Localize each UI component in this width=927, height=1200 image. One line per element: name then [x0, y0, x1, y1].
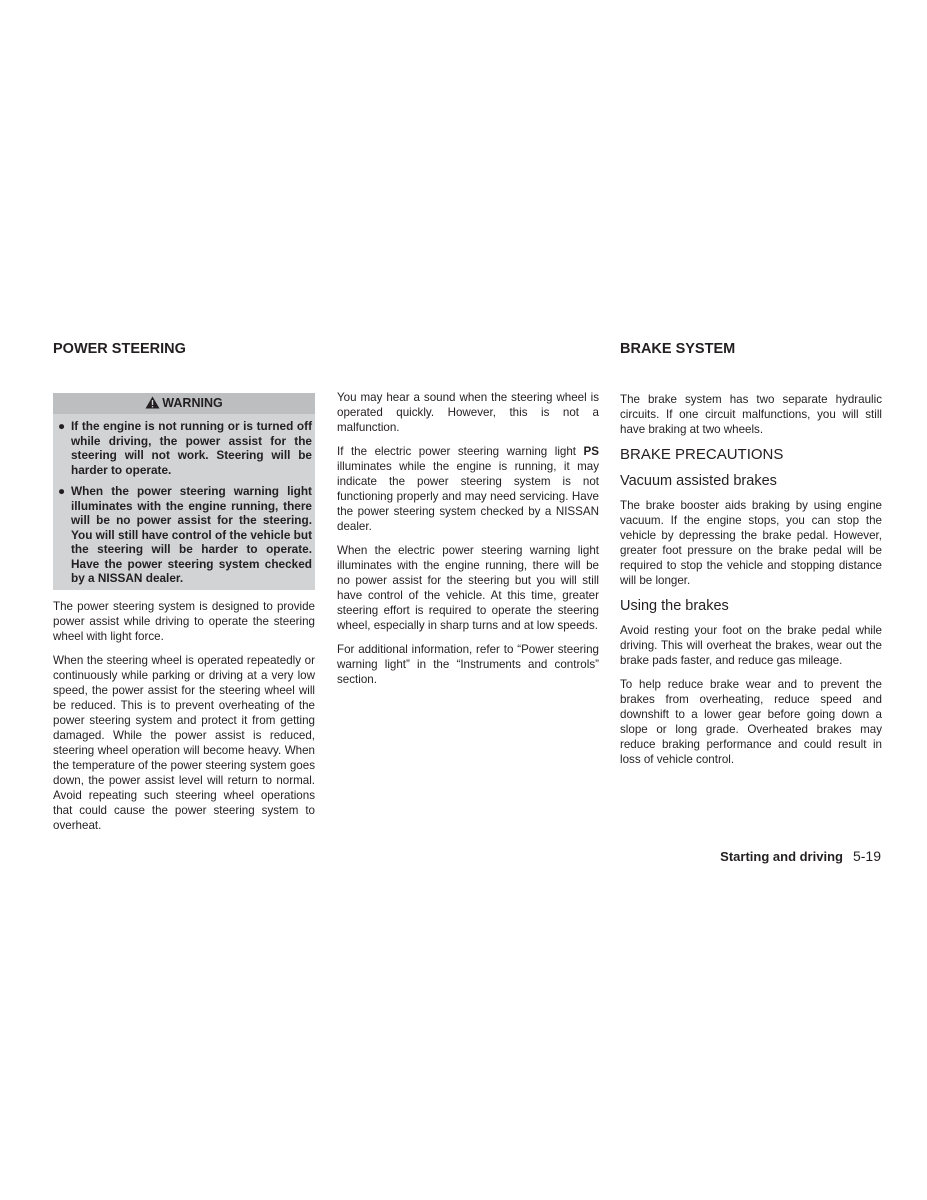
- paragraph: To help reduce brake wear and to prevent the brakes from overheating, reduce speed and downshift to a lower gear before going down a slope or long grade. Overheated brakes may reduce braking performance and could result in loss of vehicle control.: [620, 678, 882, 766]
- warning-item: [56, 484, 312, 586]
- section-title-brake-system: BRAKE SYSTEM: [620, 341, 736, 357]
- bullet-icon: ●: [58, 419, 66, 433]
- paragraph: The brake booster aids braking by using engine vacuum. If the engine stops, you can stop the vehicle by depressing the brake pedal. However, greater foot pressure on the brake pedal will be required to stop the vehicle and stopping distance will be longer.: [620, 499, 882, 587]
- warning-heading: WARNING: [162, 396, 223, 410]
- paragraph: You may hear a sound when the steering wheel is operated quickly. However, this is not a malfunction.: [337, 391, 599, 434]
- text-span: If the electric power steering warning light: [337, 445, 584, 458]
- warning-box: [53, 393, 315, 590]
- left-column: [53, 393, 315, 842]
- warning-item: [56, 419, 312, 477]
- page-number: 5-19: [852, 848, 881, 864]
- paragraph: When the steering wheel is operated repeatedly or continuously while parking or driving at a very low speed, the power assist for the steering wheel will be reduced. This is to prevent overheating of the power steering system and protect it from getting damaged. While the power assist is reduced, steering wheel operation will become heavy. When the temperature of the power steering system goes down, the power assist level will return to normal. Avoid repeating such steering wheel operations that could cause the power steering system to overheat.: [53, 653, 315, 832]
- page-footer: [720, 848, 881, 864]
- paragraph: The brake system has two separate hydraulic circuits. If one circuit malfunctions, you will still have braking at two wheels.: [620, 393, 882, 436]
- paragraph: Avoid resting your foot on the brake pedal while driving. This will overheat the brakes, wear out the brake pads faster, and reduce gas mileage.: [620, 624, 882, 667]
- paragraph: For additional information, refer to “Power steering warning light” in the “Instruments and controls” section.: [337, 643, 599, 686]
- ps-indicator-label: PS: [583, 445, 599, 458]
- footer-section-name: Starting and driving: [720, 849, 843, 864]
- subheading-vacuum-assisted-brakes: Vacuum assisted brakes: [620, 473, 777, 489]
- section-title-power-steering: POWER STEERING: [53, 341, 186, 357]
- text-span: illuminates while the engine is running, it may indicate the power steering system is not functioning properly and may need servicing. Have the power steering system checked by a NISSAN dealer.: [337, 460, 599, 533]
- warning-header: [53, 393, 315, 414]
- warning-triangle-icon: [145, 395, 160, 416]
- bullet-icon: ●: [58, 484, 66, 498]
- warning-item-text: If the engine is not running or is turned off while driving, the power assist for the steering will not work. Steering will be harder to operate.: [71, 419, 312, 477]
- warning-item-text: When the power steering warning light illuminates with the engine running, there will be no power assist for the steering. You will still have control of the vehicle but the steering will be harder to operate. Have the power steering system checked by a NISSAN dealer.: [71, 484, 312, 585]
- right-column: [620, 392, 882, 776]
- subheading-brake-precautions: BRAKE PRECAUTIONS: [620, 446, 784, 463]
- paragraph: [337, 444, 599, 534]
- paragraph: The power steering system is designed to provide power assist while driving to operate the steering wheel with light force.: [53, 599, 315, 643]
- middle-column: [337, 390, 599, 696]
- subheading-using-the-brakes: Using the brakes: [620, 598, 729, 614]
- paragraph: When the electric power steering warning light illuminates with the engine running, there will be no power assist for the steering but you will still have control of the vehicle. At this time, greater steering effort is required to operate the steering wheel, especially in sharp turns and at low speeds.: [337, 544, 599, 632]
- warning-list: [56, 419, 312, 586]
